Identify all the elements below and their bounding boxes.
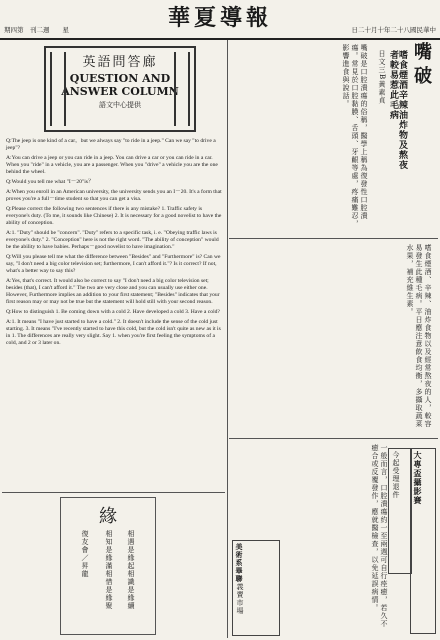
yuan-title: 緣 (99, 506, 117, 527)
qa-paragraph: Q:How to distinguish 1. Be coming down with a cold 2. Have developed a cold 3. Have a cold? (6, 309, 220, 315)
qa-body (6, 138, 224, 350)
yuan-author: 復友會／昇龍 (81, 530, 89, 578)
qa-paragraph: Q:Will you please tell me what the difference between "Besides" and "Furthermore" is? Can we say, "I don't need a big color television set; furthermore, I can't afford it."? Is it correct? If not, what's a better way to say this? (6, 254, 221, 274)
pillar-ornament (50, 52, 66, 126)
ad-box (410, 448, 436, 634)
qa-paragraph: A:1. It means "I have just started to have a cold." 2. It doesn't include the sense of the cold just starting. 3. It means "I've recently started to have this cold, but the cold isn't quite as new as it is in 1. The differences are really very slight. Say 1. when you're first feeling the symptoms of a cold, and 2 or 3 later on. (6, 319, 221, 346)
qa-paragraph: A:When you enroll in an American university, the university sends you an I－20. It's a form that proves you're a full－time student so that you can get a visa. (6, 189, 222, 202)
bottom-left-section (2, 492, 225, 639)
qa-paragraph: A:Yes, that's correct. It would also be correct to say "I don't need a big color television set; besides (that), I can't afford it." The two are very close and you can usually use either one. However, Furthermore implies an addition to your first statement; "Besides" indicates that your first reason may or may not be true but the statement will hold still with your second reason. (6, 278, 220, 305)
qa-title-zh: 英語問答廊 (82, 55, 158, 70)
qa-header-box (44, 46, 196, 132)
qa-paragraph: Q:Would you tell me what "I－20"is？ (6, 179, 94, 185)
masthead (0, 0, 440, 40)
qa-paragraph: A:1. "Duty" should be "concern". "Duty" refers to a specific task, i. e. "Obeying traffic laws is everyone's duty." 2. "Conception" here is not the right word. "The ability of conception" would be the ability to have babies. Perhaps－good novelist to have imagination." (6, 230, 219, 250)
ad-subtitle: 今起受理退件 (392, 451, 400, 499)
ad-subtitle: 義賣市場 (236, 583, 244, 615)
article-text: 嘴破是口腔潰瘍的俗稱，醫學上稱為復發性口腔潰瘍。常見於口腔黏膜、舌頭、牙齦等處，疼痛難忍，影響進食與說話。 (342, 44, 368, 228)
yuan-line: 相知是緣滿相惜是緣聚 (105, 530, 113, 610)
ad-box (232, 540, 280, 636)
yuan-poem-box (60, 497, 156, 635)
date-info: 日二十月十年二十八國民華中 (351, 26, 436, 34)
article-text: 一般而言，口腔潰瘍約一至兩週可自行痊癒，若久不癒合或反覆發作，應就醫檢查，以免延誤病情。 (371, 444, 388, 628)
ad-title: 美術系畢聯 (235, 543, 244, 583)
qa-paragraph: Q:Please correct the following two sentences if there is any mistake? 1. Traffic safety is everyone's duty. (To me, it sounds like Chinese) 2. It is necessary for a good novelist to have the ability of conception. (6, 206, 222, 226)
yuan-line: 相遇是緣起相識是緣續 (127, 530, 135, 610)
article-headline-block (408, 42, 434, 90)
qa-paragraph: Q:The jeep is one kind of a car，but we always say "to ride in a jeep." Can we say "to drive a jeep"? (6, 138, 216, 151)
newspaper-title: 華夏導報 (167, 5, 272, 31)
qa-paragraph: A:You can drive a jeep or you can ride in a jeep. You can drive a car or you can ride in a car. When you "ride" in a vehicle, you are a passenger. When you "drive" a vehicle you are the one behind the wheel. (6, 155, 218, 175)
issue-info: 期四第 刊二週 星 (4, 26, 69, 34)
article-text: 嗜食煙酒、辛辣、油炸食物以及經常熬夜的人，較容易發生此種毛病。平日應注意飲食均衡，多攝取蔬菜水果，補充維生素。 (406, 244, 432, 428)
divider (229, 438, 438, 439)
ad-title: 大專盃攝影賽 (413, 451, 423, 505)
article-headline: 嘴破 (411, 42, 432, 90)
qa-source: 語文中心提供 (99, 101, 141, 109)
article-byline: 日文三B黃素貞 (378, 50, 386, 105)
ad-box (388, 448, 412, 574)
article-subhead: 嗜食煙酒辛辣油炸物及熬夜者較易惹此毛病 (388, 50, 407, 170)
qa-title-en: QUESTION AND ANSWER COLUMN (61, 72, 179, 98)
divider (229, 238, 438, 239)
pillar-ornament (174, 52, 190, 126)
